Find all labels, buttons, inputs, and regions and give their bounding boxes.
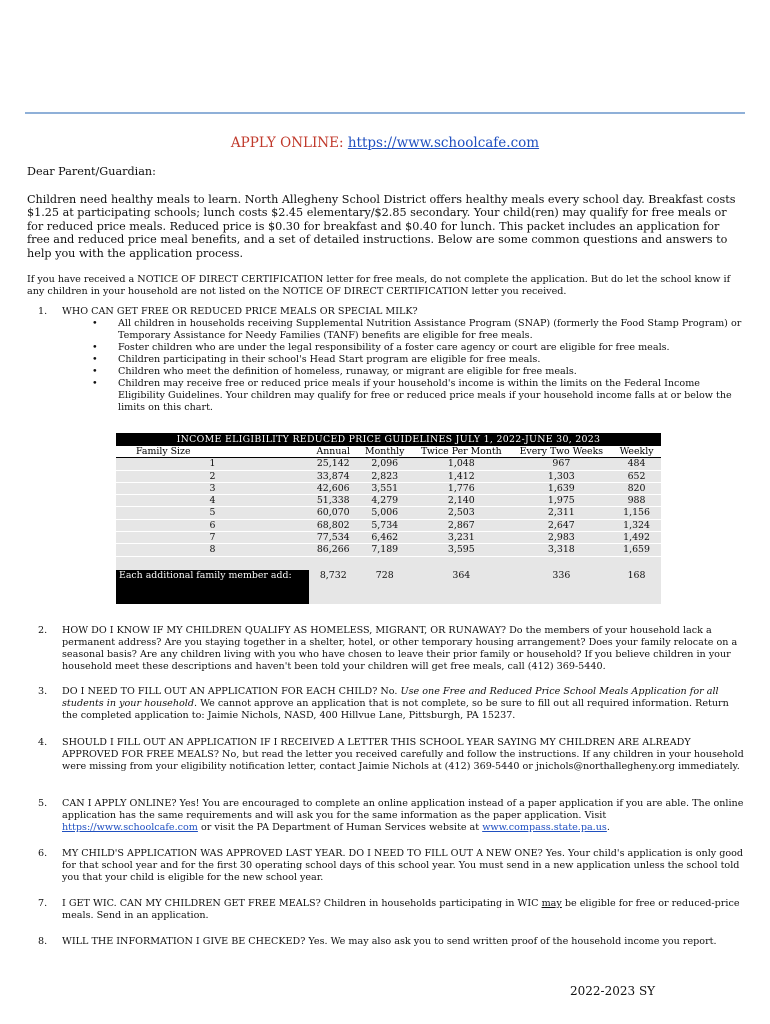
table-cell: 1,412 [412, 470, 511, 482]
eligibility-bullet-list [62, 318, 744, 414]
table-cell: 3,231 [412, 532, 511, 544]
table-cell: 4,279 [357, 495, 412, 507]
table-cell: 1,156 [612, 507, 661, 519]
question-5-end: . [606, 822, 610, 833]
table-cell: 364 [412, 570, 511, 604]
table-cell: 5,006 [357, 507, 412, 519]
table-cell: 60,070 [309, 507, 357, 519]
bullet-item: • Children participating in their school's Head Start program are eligible for free meals. [62, 354, 744, 366]
question-number: 1. [38, 306, 48, 317]
header-rule [25, 112, 745, 114]
table-cell: 2,311 [511, 507, 613, 519]
question-number: 8. [38, 936, 48, 947]
question-number: 3. [38, 686, 48, 697]
question-5 [62, 798, 744, 834]
table-cell: 6 [116, 519, 309, 531]
column-header: Monthly [357, 446, 412, 458]
table-row [116, 519, 661, 531]
table-cell: 2,503 [412, 507, 511, 519]
additional-member-label: Each additional family member add: [116, 570, 309, 604]
table-row [116, 544, 661, 556]
question-4: SHOULD I FILL OUT AN APPLICATION IF I RECEIVED A LETTER THIS SCHOOL YEAR SAYING MY CHILDREN ARE ALREADY APPROVED FOR FREE MEALS? No, but read the letter you received carefully and follow the instructions. If any children in your household were missing from your eligibility notification letter, contact Jaimie Nichols at (412) 369-5440 or jnichols@northallegheny.org immediately. [62, 737, 744, 772]
table-cell: 336 [511, 570, 613, 604]
table-cell: 168 [612, 570, 661, 604]
table-row [116, 458, 661, 470]
bullet-item: • Children may receive free or reduced price meals if your household's income is within the limits on the Federal Income Eligibility Guidelines. Your children may qualify for free or reduced price meals if your household income falls at or below the limits on this chart. [62, 378, 744, 414]
table-cell: 1,975 [511, 495, 613, 507]
table-cell: 2 [116, 470, 309, 482]
table-cell: 42,606 [309, 482, 357, 494]
table-title: INCOME ELIGIBILITY REDUCED PRICE GUIDELINES JULY 1, 2022-JUNE 30, 2023 [116, 433, 661, 446]
table-cell: 8 [116, 544, 309, 556]
schoolcafe-link[interactable]: https://www.schoolcafe.com [347, 135, 540, 151]
table-cell: 2,823 [357, 470, 412, 482]
table-cell: 3 [116, 482, 309, 494]
column-header: Annual [309, 446, 357, 458]
question-number: 7. [38, 898, 48, 909]
question-number: 5. [38, 798, 48, 809]
table-cell: 820 [612, 482, 661, 494]
table-cell: 1,492 [612, 532, 661, 544]
table-cell: 6,462 [357, 532, 412, 544]
table-cell: 8,732 [309, 570, 357, 604]
greeting: Dear Parent/Guardian: [27, 165, 156, 178]
bullet-item: • Foster children who are under the legal responsibility of a foster care agency or court are eligible for free meals. [62, 342, 744, 354]
table-cell: 77,534 [309, 532, 357, 544]
table-cell: 33,874 [309, 470, 357, 482]
table-cell: 1 [116, 458, 309, 470]
question-5-mid: or visit the PA Department of Human Services website at [200, 822, 480, 833]
table-cell: 2,867 [412, 519, 511, 531]
table-row [116, 482, 661, 494]
table-cell: 1,639 [511, 482, 613, 494]
direct-certification-notice: If you have received a NOTICE OF DIRECT CERTIFICATION letter for free meals, do not complete the application. But do let the school know if any children in your household are not listed on the NOTICE OF DIRECT CERTIFICATION letter you received. [27, 274, 731, 297]
question-8: WILL THE INFORMATION I GIVE BE CHECKED? Yes. We may also ask you to send written proof of the household income you report. [62, 936, 717, 947]
question-3-italic: Use one Free and Reduced Price School Meals Application for all students in your household. [62, 686, 719, 709]
question-7-lead: I GET WIC. CAN MY CHILDREN GET FREE MEALS? Children in households participating in WIC [62, 898, 539, 909]
table-cell: 652 [612, 470, 661, 482]
question-1: WHO CAN GET FREE OR REDUCED PRICE MEALS OR SPECIAL MILK? [62, 306, 418, 317]
table-cell: 1,776 [412, 482, 511, 494]
table-spacer-row [116, 556, 661, 570]
question-3 [62, 686, 744, 722]
question-7 [62, 898, 744, 922]
column-header: Family Size [116, 446, 309, 458]
column-header: Weekly [612, 446, 661, 458]
column-header: Twice Per Month [412, 446, 511, 458]
table-row [116, 532, 661, 544]
table-cell: 484 [612, 458, 661, 470]
table-cell: 2,096 [357, 458, 412, 470]
table-cell: 5,734 [357, 519, 412, 531]
bullet-item: • All children in households receiving Supplemental Nutrition Assistance Program (SNAP) (formerly the Food Stamp Program) or Temporary Assistance for Needy Families (TANF) benefits are eligible for free meals. [62, 318, 744, 342]
bullet-item: • Children who meet the definition of homeless, runaway, or migrant are eligible for free meals. [62, 366, 744, 378]
additional-member-row [116, 570, 661, 604]
table-cell: 1,048 [412, 458, 511, 470]
table-cell: 25,142 [309, 458, 357, 470]
table-cell: 5 [116, 507, 309, 519]
table-cell: 1,303 [511, 470, 613, 482]
question-6: MY CHILD'S APPLICATION WAS APPROVED LAST YEAR. DO I NEED TO FILL OUT A NEW ONE? Yes. Your child's application is only good for that school year and for the first 30 operating school days of this school year. You must send in a new application unless the school told you that your child is eligible for the new school year. [62, 848, 744, 883]
apply-online-line [0, 135, 770, 151]
question-2: HOW DO I KNOW IF MY CHILDREN QUALIFY AS HOMELESS, MIGRANT, OR RUNAWAY? Do the members of your household lack a permanent address? Are you staying together in a shelter, hotel, or other temporary housing arrangement? Does your family relocate on a seasonal basis? Are any children living with you who have chosen to leave their prior family or household? If you believe children in your household meet these descriptions and haven't been told your children will get free meals, call (412) 369-5440. [62, 625, 738, 672]
table-cell: 2,647 [511, 519, 613, 531]
school-year-footer: 2022-2023 SY [570, 984, 656, 998]
question-number: 2. [38, 625, 48, 636]
table-cell: 1,659 [612, 544, 661, 556]
table-header-row [116, 446, 661, 458]
table-row [116, 470, 661, 482]
table-cell: 2,983 [511, 532, 613, 544]
table-cell: 1,324 [612, 519, 661, 531]
table-cell: 7 [116, 532, 309, 544]
column-header: Every Two Weeks [511, 446, 613, 458]
compass-link[interactable]: www.compass.state.pa.us [482, 822, 607, 833]
intro-paragraph: Children need healthy meals to learn. North Allegheny School District offers healthy meals every school day. Breakfast costs $1.25 at participating schools; lunch costs $2.45 elementary/$2.85 secondary. Your child(ren) may qualify for free meals or for reduced price meals. Reduced price is $0.30 for breakfast and $0.40 for lunch. This packet includes an application for free and reduced price meal benefits, and a set of detailed instructions. Below are some common questions and answers to help you with the application process. [27, 193, 736, 260]
table-cell: 3,595 [412, 544, 511, 556]
income-eligibility-table [116, 433, 661, 604]
table-cell: 988 [612, 495, 661, 507]
question-3-rest: We cannot approve an application that is not complete, so be sure to fill out all required information. Return the completed application to: Jaimie Nichols, NASD, 400 Hillvue Lane, Pittsburgh, PA 15237. [62, 698, 729, 721]
table-cell: 7,189 [357, 544, 412, 556]
table-cell: 967 [511, 458, 613, 470]
question-number: 4. [38, 737, 48, 748]
table-cell: 3,551 [357, 482, 412, 494]
table-cell: 86,266 [309, 544, 357, 556]
table-row [116, 507, 661, 519]
table-cell: 68,802 [309, 519, 357, 531]
question-7-rest: be eligible for free or reduced-price meals. Send in an application. [62, 898, 740, 921]
schoolcafe-link[interactable]: https://www.schoolcafe.com [62, 822, 198, 833]
table-cell: 4 [116, 495, 309, 507]
table-cell: 728 [357, 570, 412, 604]
table-cell: 51,338 [309, 495, 357, 507]
question-3-lead: DO I NEED TO FILL OUT AN APPLICATION FOR EACH CHILD? No. [62, 686, 398, 697]
table-row [116, 495, 661, 507]
table-cell: 2,140 [412, 495, 511, 507]
question-5-lead: CAN I APPLY ONLINE? Yes! You are encouraged to complete an online application instead of a paper application if you are able. The online application has the same requirements and will ask you for the same information as the paper application. Visit [62, 798, 744, 821]
table-cell: 3,318 [511, 544, 613, 556]
apply-online-label: APPLY ONLINE: [230, 135, 344, 151]
question-7-underline: may [541, 898, 562, 909]
question-number: 6. [38, 848, 48, 859]
